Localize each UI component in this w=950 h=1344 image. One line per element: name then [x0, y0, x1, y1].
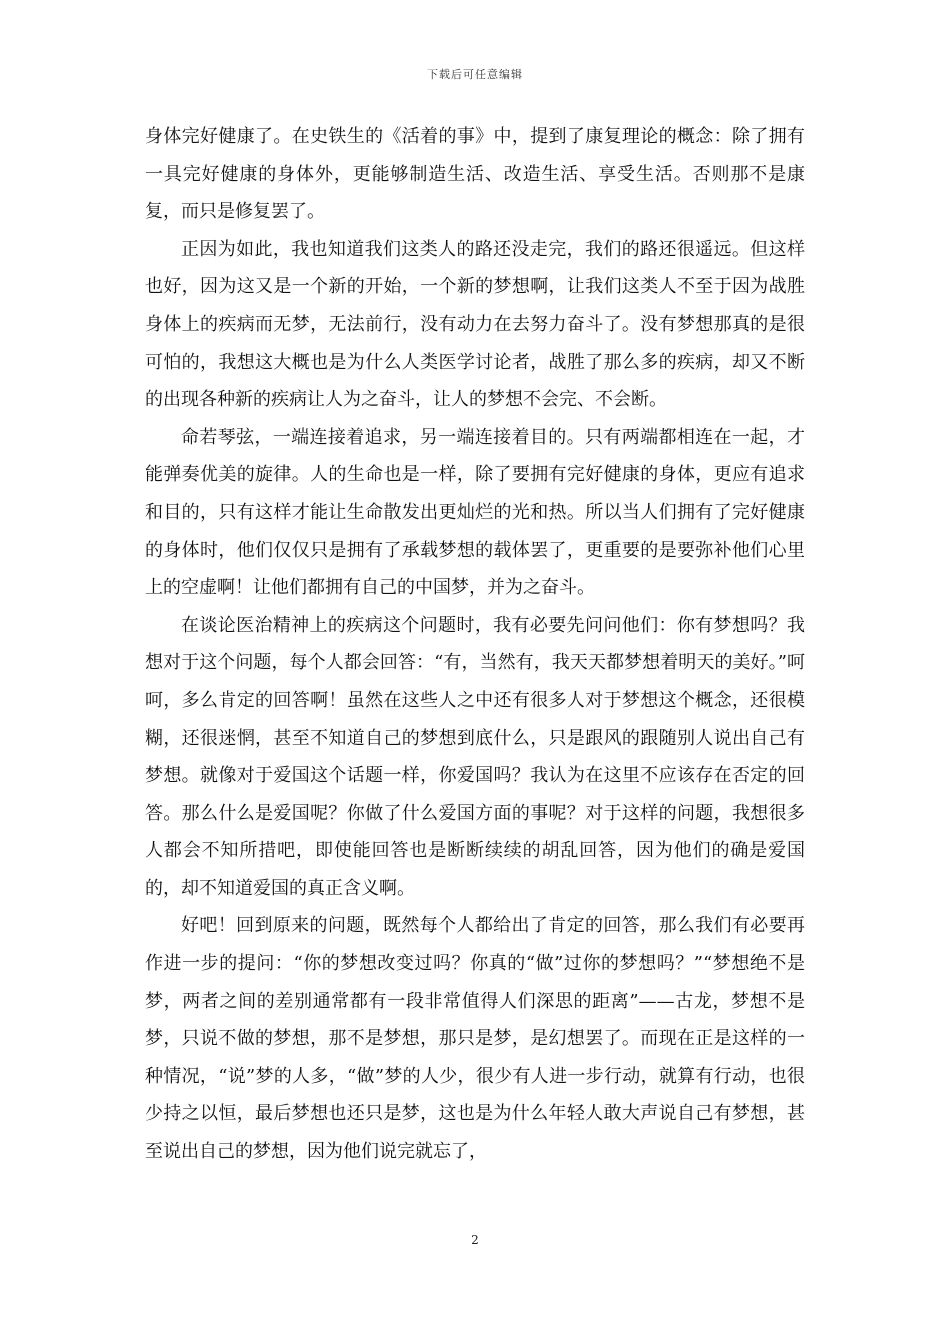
paragraph: 命若琴弦，一端连接着追求，另一端连接着目的。只有两端都相连在一起，才能弹奏优美的旋律。人的生命也是一样，除了要拥有完好健康的身体，更应有追求和目的，只有这样才能让生命散发出更灿烂的光和热。所以当人们拥有了完好健康的身体时，他们仅仅只是拥有了承载梦想的载体罢了，更重要的是要弥补他们心里上的空虚啊！让他们都拥有自己的中国梦，并为之奋斗。	[145, 426, 805, 599]
paragraph: 在谈论医治精神上的疾病这个问题时，我有必要先问问他们：你有梦想吗？我想对于这个问题，每个人都会回答：“有，当然有，我天天都梦想着明天的美好。”呵呵，多么肯定的回答啊！虽然在这些人之中还有很多人对于梦想这个概念，还很模糊，还很迷惘，甚至不知道自己的梦想到底什么，只是跟风的跟随别人说出自己有梦想。就像对于爱国这个话题一样，你爱国吗？我认为在这里不应该存在否定的回答。那么什么是爱国呢？你做了什么爱国方面的事呢？对于这样的问题，我想很多人都会不知所措吧，即使能回答也是断断续续的胡乱回答，因为他们的确是爱国的，却不知道爱国的真正含义啊。	[145, 614, 805, 899]
page-number: 2	[471, 1233, 479, 1247]
page-header: 下载后可任意编辑	[427, 68, 523, 81]
paragraph: 好吧！回到原来的问题，既然每个人都给出了肯定的回答，那么我们有必要再作进一步的提问：“你的梦想改变过吗？你真的“做”过你的梦想吗？”“梦想绝不是梦，两者之间的差别通常都有一段非常值得人们深思的距离”——古龙，梦想不是梦，只说不做的梦想，那不是梦想，那只是梦，是幻想罢了。而现在正是这样的一种情况，“说”梦的人多，“做”梦的人少，很少有人进一步行动，就算有行动，也很少持之以恒，最后梦想也还只是梦，这也是为什么年轻人敢大声说自己有梦想，甚至说出自己的梦想，因为他们说完就忘了，	[145, 915, 805, 1163]
paragraph: 身体完好健康了。在史铁生的《活着的事》中，提到了康复理论的概念：除了拥有一具完好健康的身体外，更能够制造生活、改造生活、享受生活。否则那不是康复，而只是修复罢了。	[145, 126, 805, 223]
document-body	[145, 118, 805, 1171]
paragraph: 正因为如此，我也知道我们这类人的路还没走完，我们的路还很遥远。但这样也好，因为这又是一个新的开始，一个新的梦想啊，让我们这类人不至于因为战胜身体上的疾病而无梦，无法前行，没有动力在去努力奋斗了。没有梦想那真的是很可怕的，我想这大概也是为什么人类医学讨论者，战胜了那么多的疾病，却又不断的出现各种新的疾病让人为之奋斗，让人的梦想不会完、不会断。	[145, 238, 805, 411]
